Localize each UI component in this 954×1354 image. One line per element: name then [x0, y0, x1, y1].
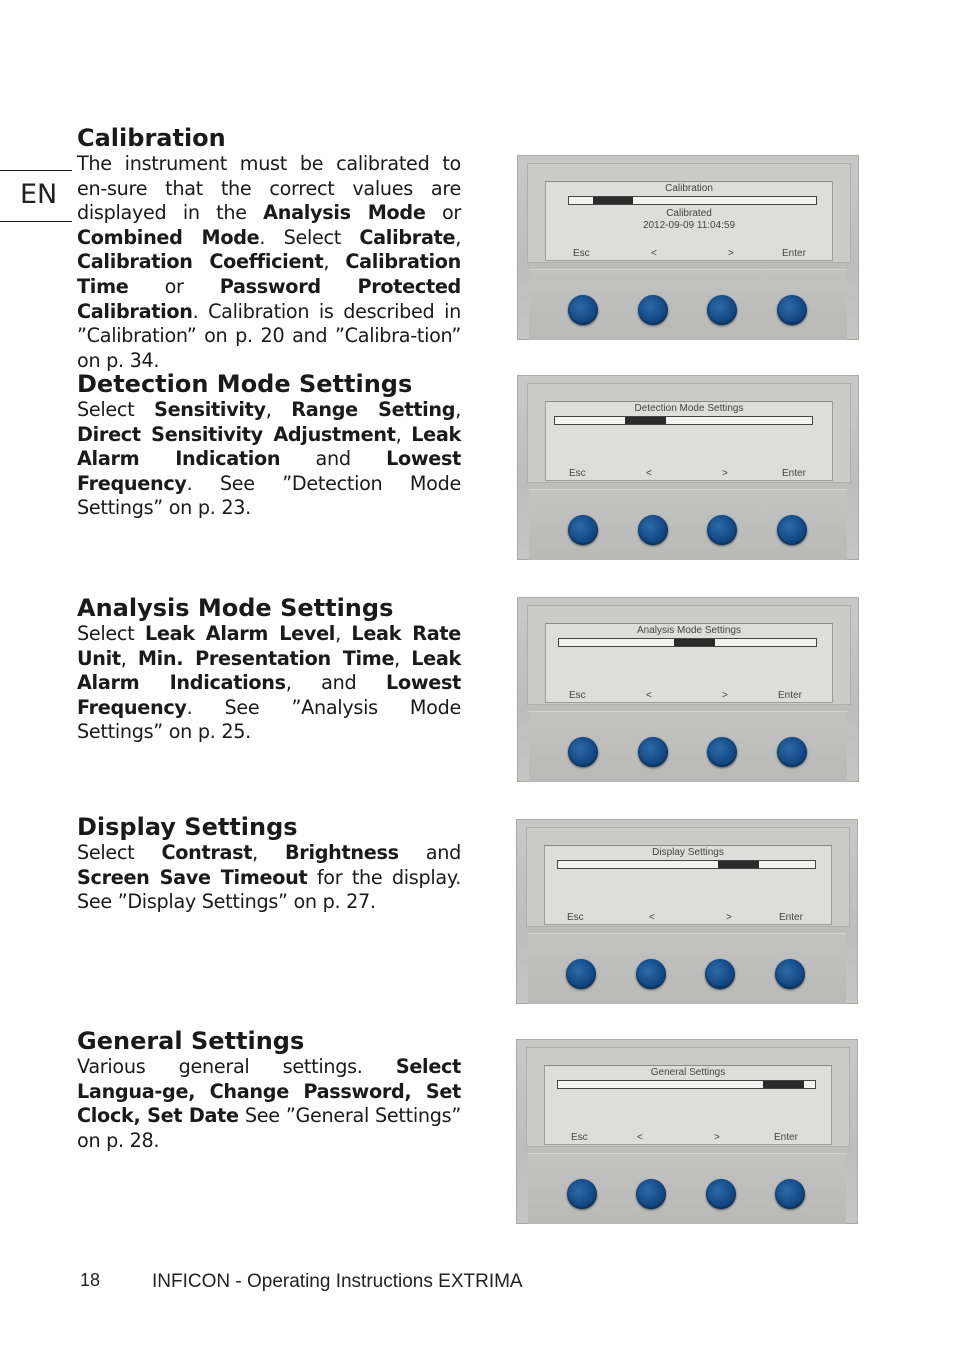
softkey-left-label: <: [651, 248, 657, 259]
section-heading: General Settings: [77, 1027, 305, 1055]
page-number: 18: [80, 1270, 101, 1290]
enter-button[interactable]: [777, 515, 807, 545]
section-display-settings: [77, 813, 461, 915]
section-body: Select Sensitivity, Range Setting, Direct Sensitivity Adjustment, Leak Alarm Indication and Lowest Frequency. See ”Detection Mode Settings” on p. 23.: [77, 398, 462, 520]
softkey-left-label: <: [637, 1132, 643, 1143]
section-heading: Calibration: [77, 124, 226, 152]
menu-progress-bar: [557, 1080, 816, 1089]
section-calibration: [77, 124, 461, 373]
section-analysis-mode-settings: [77, 594, 461, 745]
softkey-right-label: >: [722, 690, 728, 701]
right-button[interactable]: [707, 295, 737, 325]
softkey-esc-label: Esc: [571, 1132, 588, 1143]
softkey-left-label: <: [649, 912, 655, 923]
softkey-enter-label: Enter: [782, 248, 806, 259]
menu-progress-fill: [625, 417, 666, 424]
section-body: Select Contrast, Brightness and Screen Save Timeout for the display. See ”Display Settings” on p. 27.: [77, 841, 461, 914]
enter-button[interactable]: [775, 959, 805, 989]
softkey-esc-label: Esc: [569, 468, 586, 479]
device-panel-display: [516, 819, 858, 1004]
softkey-left-label: <: [646, 468, 652, 479]
device-panel-general: [516, 1039, 858, 1224]
left-button[interactable]: [638, 737, 668, 767]
left-button[interactable]: [638, 515, 668, 545]
softkey-esc-label: Esc: [573, 248, 590, 259]
enter-button[interactable]: [777, 295, 807, 325]
softkey-esc-label: Esc: [567, 912, 584, 923]
menu-progress-bar: [568, 196, 817, 205]
menu-progress-bar: [554, 416, 813, 425]
device-panel-analysis: [517, 597, 859, 782]
lcd-screen: [544, 845, 832, 925]
lcd-title: Display Settings: [652, 847, 724, 858]
menu-progress-bar: [558, 638, 817, 647]
menu-progress-fill: [674, 639, 715, 646]
right-button[interactable]: [707, 737, 737, 767]
softkey-enter-label: Enter: [778, 690, 802, 701]
menu-progress-fill: [763, 1081, 804, 1088]
section-body: The instrument must be calibrated to en-sure that the correct values are displayed in the Analysis Mode or Combined Mode. Select Calibrate, Calibration Coefficient, Calibration Time or Password Protected Calibration. Calibration is described in ”Calibration” on p. 20 and ”Calibra-tion” on p. 34.: [77, 152, 462, 372]
menu-progress-fill: [718, 861, 759, 868]
softkey-enter-label: Enter: [782, 468, 806, 479]
softkey-enter-label: Enter: [779, 912, 803, 923]
lcd-screen: [545, 181, 833, 261]
enter-button[interactable]: [775, 1179, 805, 1209]
esc-button[interactable]: [566, 959, 596, 989]
language-tab-label: EN: [20, 179, 58, 210]
device-panel-calibration: [517, 155, 859, 340]
lcd-screen: [545, 623, 833, 703]
left-button[interactable]: [636, 959, 666, 989]
section-body: Select Leak Alarm Level, Leak Rate Unit, Min. Presentation Time, Leak Alarm Indications, and Lowest Frequency. See ”Analysis Mode Settings” on p. 25.: [77, 622, 461, 744]
enter-button[interactable]: [777, 737, 807, 767]
menu-progress-fill: [593, 197, 633, 204]
section-heading: Display Settings: [77, 813, 298, 841]
right-button[interactable]: [705, 959, 735, 989]
softkey-esc-label: Esc: [569, 690, 586, 701]
lcd-status-line: Calibrated: [666, 208, 712, 219]
esc-button[interactable]: [568, 515, 598, 545]
section-general-settings: [77, 1027, 461, 1153]
esc-button[interactable]: [567, 1179, 597, 1209]
menu-progress-bar: [557, 860, 816, 869]
lcd-title: Calibration: [665, 183, 713, 194]
section-heading: Analysis Mode Settings: [77, 594, 394, 622]
softkey-right-label: >: [714, 1132, 720, 1143]
section-detection-mode-settings: [77, 370, 461, 521]
lcd-title: Analysis Mode Settings: [637, 625, 741, 636]
left-button[interactable]: [636, 1179, 666, 1209]
running-footer: INFICON - Operating Instructions EXTRIMA: [152, 1271, 523, 1292]
lcd-title: General Settings: [650, 1067, 726, 1078]
softkey-right-label: >: [726, 912, 732, 923]
section-body: Various general settings. Select Langua-ge, Change Password, Set Clock, Set Date See ”General Settings” on p. 28.: [77, 1055, 461, 1152]
lcd-title: Detection Mode Settings: [634, 403, 744, 414]
lcd-screen: [544, 1065, 832, 1145]
softkey-left-label: <: [646, 690, 652, 701]
esc-button[interactable]: [568, 737, 598, 767]
softkey-right-label: >: [728, 248, 734, 259]
lcd-screen: [545, 401, 833, 481]
right-button[interactable]: [706, 1179, 736, 1209]
device-panel-detection: [517, 375, 859, 560]
softkey-right-label: >: [722, 468, 728, 479]
language-tab: [0, 170, 72, 222]
lcd-status-timestamp: 2012-09-09 11:04:59: [642, 220, 736, 231]
softkey-enter-label: Enter: [774, 1132, 798, 1143]
right-button[interactable]: [707, 515, 737, 545]
left-button[interactable]: [638, 295, 668, 325]
section-heading: Detection Mode Settings: [77, 370, 413, 398]
esc-button[interactable]: [568, 295, 598, 325]
